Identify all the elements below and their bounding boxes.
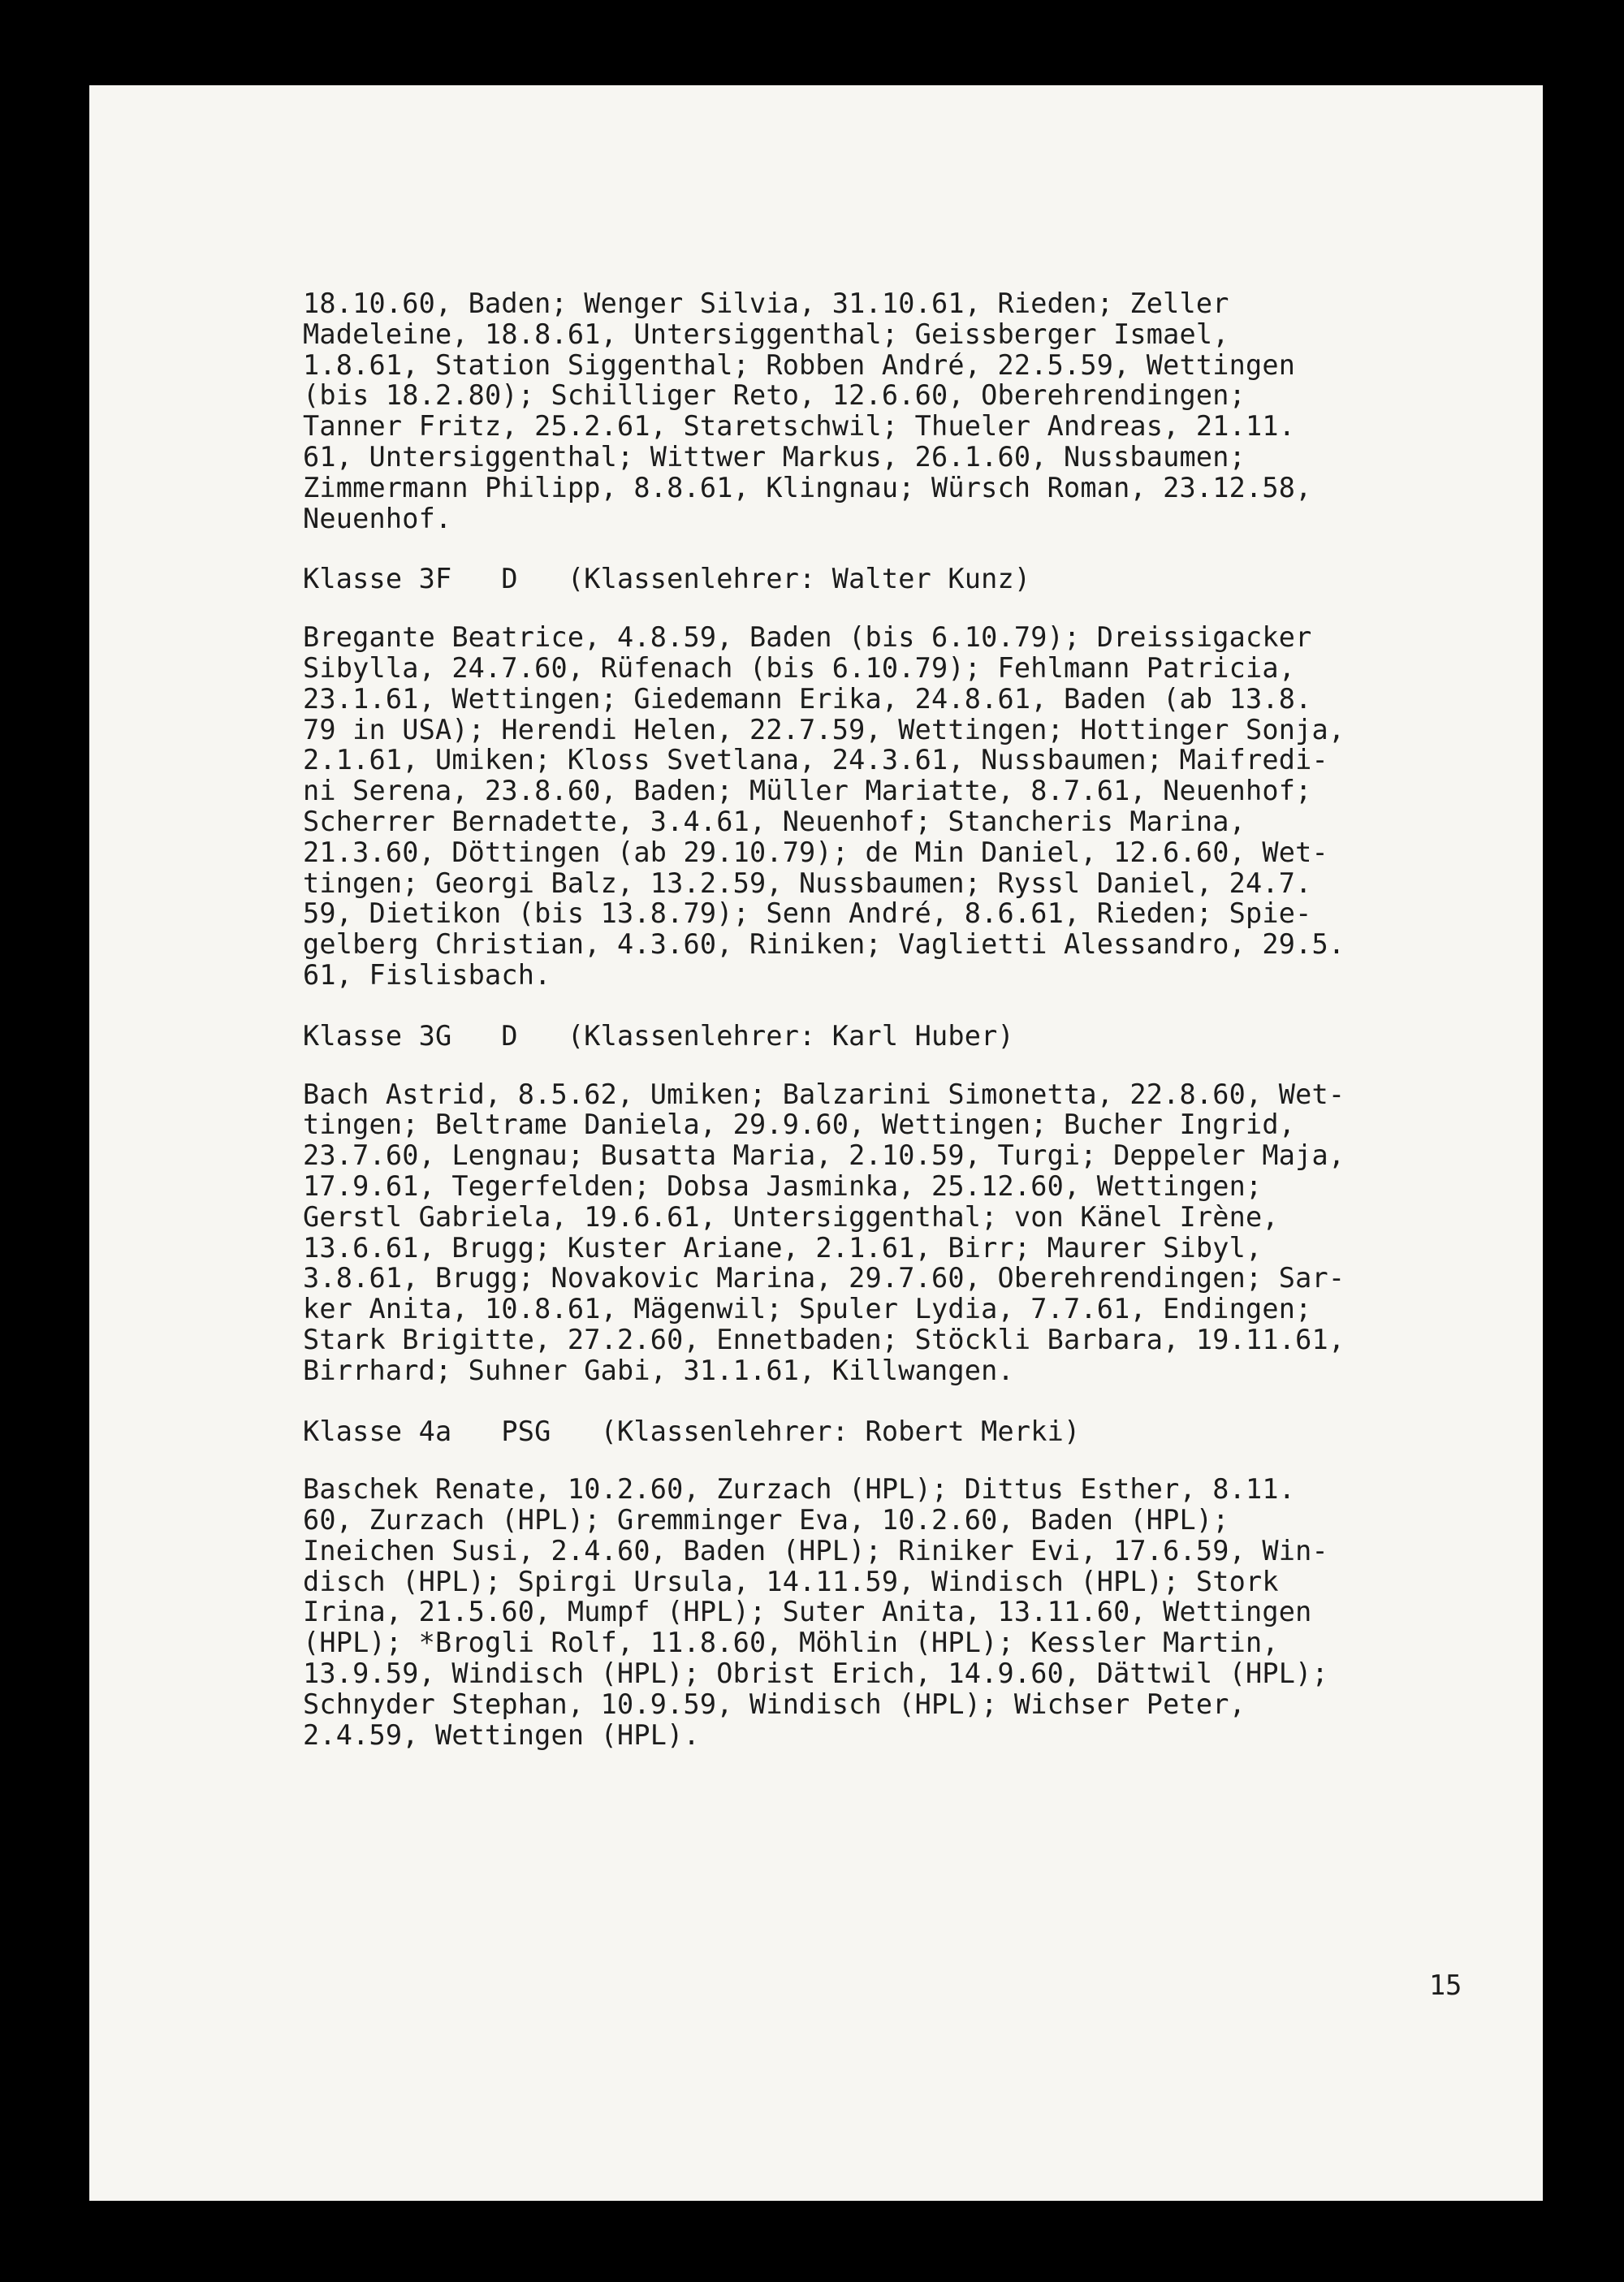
text-line: Irina, 21.5.60, Mumpf (HPL); Suter Anita, 13.11.60, Wettingen xyxy=(303,1596,1312,1628)
text-line: Schnyder Stephan, 10.9.59, Windisch (HPL); Wichser Peter, xyxy=(303,1688,1246,1720)
text-line: Sibylla, 24.7.60, Rüfenach (bis 6.10.79); Fehlmann Patricia, xyxy=(303,651,1296,684)
text-line: 23.7.60, Lengnau; Busatta Maria, 2.10.59, Turgi; Deppeler Maja, xyxy=(303,1139,1345,1172)
text-line: Tanner Fritz, 25.2.61, Staretschwil; Thueler Andreas, 21.11. xyxy=(303,410,1296,443)
text-line: 61, Fislisbach. xyxy=(303,958,551,991)
text-line: 13.9.59, Windisch (HPL); Obrist Erich, 14.9.60, Dättwil (HPL); xyxy=(303,1657,1328,1690)
text-line: ni Serena, 23.8.60, Baden; Müller Mariatte, 8.7.61, Neuenhof; xyxy=(303,775,1312,807)
text-line: Zimmermann Philipp, 8.8.61, Klingnau; Würsch Roman, 23.12.58, xyxy=(303,471,1312,504)
text-line: 79 in USA); Herendi Helen, 22.7.59, Wettingen; Hottinger Sonja, xyxy=(303,713,1345,746)
text-line: Birrhard; Suhner Gabi, 31.1.61, Killwangen. xyxy=(303,1354,1014,1386)
section-heading: Klasse 3F D (Klassenlehrer: Walter Kunz) xyxy=(303,563,1031,595)
text-line: 23.1.61, Wettingen; Giedemann Erika, 24.8.61, Baden (ab 13.8. xyxy=(303,682,1312,715)
text-line: tingen; Georgi Balz, 13.2.59, Nussbaumen; Ryssl Daniel, 24.7. xyxy=(303,867,1312,899)
text-line: 2.4.59, Wettingen (HPL). xyxy=(303,1718,700,1751)
text-line: Madeleine, 18.8.61, Untersiggenthal; Geissberger Ismael, xyxy=(303,318,1229,350)
document-page xyxy=(89,85,1543,2201)
text-line: 59, Dietikon (bis 13.8.79); Senn André, 8.6.61, Rieden; Spie- xyxy=(303,897,1312,930)
text-line: Bach Astrid, 8.5.62, Umiken; Balzarini Simonetta, 22.8.60, Wet- xyxy=(303,1078,1345,1110)
text-line: Ineichen Susi, 2.4.60, Baden (HPL); Riniker Evi, 17.6.59, Win- xyxy=(303,1534,1328,1567)
text-line: (HPL); *Brogli Rolf, 11.8.60, Möhlin (HPL); Kessler Martin, xyxy=(303,1627,1279,1659)
text-line: gelberg Christian, 4.3.60, Riniken; Vaglietti Alessandro, 29.5. xyxy=(303,928,1345,961)
text-line: Bregante Beatrice, 4.8.59, Baden (bis 6.10.79); Dreissigacker xyxy=(303,621,1312,654)
text-line: 21.3.60, Döttingen (ab 29.10.79); de Min Daniel, 12.6.60, Wet- xyxy=(303,836,1328,868)
document-body xyxy=(303,288,1521,1750)
text-line: 18.10.60, Baden; Wenger Silvia, 31.10.61, Rieden; Zeller xyxy=(303,287,1229,319)
text-line: Gerstl Gabriela, 19.6.61, Untersiggenthal; von Känel Irène, xyxy=(303,1200,1279,1233)
section-klasse-3g xyxy=(303,1021,1521,1386)
text-line: 17.9.61, Tegerfelden; Dobsa Jasminka, 25.12.60, Wettingen; xyxy=(303,1169,1263,1202)
text-line: Baschek Renate, 10.2.60, Zurzach (HPL); Dittus Esther, 8.11. xyxy=(303,1473,1296,1506)
section-heading: Klasse 4a PSG (Klassenlehrer: Robert Merki) xyxy=(303,1415,1081,1447)
section-heading: Klasse 3G D (Klassenlehrer: Karl Huber) xyxy=(303,1019,1014,1052)
text-line: Stark Brigitte, 27.2.60, Ennetbaden; Stöckli Barbara, 19.11.61, xyxy=(303,1323,1345,1355)
text-line: 1.8.61, Station Siggenthal; Robben André, 22.5.59, Wettingen xyxy=(303,348,1296,381)
section-continuation xyxy=(303,288,1521,534)
section-klasse-3f xyxy=(303,564,1521,990)
text-line: 3.8.61, Brugg; Novakovic Marina, 29.7.60, Oberehrendingen; Sar- xyxy=(303,1262,1345,1294)
text-line: disch (HPL); Spirgi Ursula, 14.11.59, Windisch (HPL); Stork xyxy=(303,1565,1279,1597)
text-line: (bis 18.2.80); Schilliger Reto, 12.6.60, Oberehrendingen; xyxy=(303,379,1246,412)
text-line: tingen; Beltrame Daniela, 29.9.60, Wettingen; Bucher Ingrid, xyxy=(303,1109,1296,1141)
text-line: Neuenhof. xyxy=(303,502,452,534)
text-line: 2.1.61, Umiken; Kloss Svetlana, 24.3.61, Nussbaumen; Maifredi- xyxy=(303,744,1328,776)
text-line: Scherrer Bernadette, 3.4.61, Neuenhof; Stancheris Marina, xyxy=(303,805,1246,837)
section-klasse-4a xyxy=(303,1416,1521,1751)
page-number: 15 xyxy=(1429,1969,1462,2001)
text-line: ker Anita, 10.8.61, Mägenwil; Spuler Lydia, 7.7.61, Endingen; xyxy=(303,1293,1312,1325)
text-line: 13.6.61, Brugg; Kuster Ariane, 2.1.61, Birr; Maurer Sibyl, xyxy=(303,1231,1263,1264)
text-line: 60, Zurzach (HPL); Gremminger Eva, 10.2.60, Baden (HPL); xyxy=(303,1504,1229,1536)
text-line: 61, Untersiggenthal; Wittwer Markus, 26.1.60, Nussbaumen; xyxy=(303,440,1246,473)
